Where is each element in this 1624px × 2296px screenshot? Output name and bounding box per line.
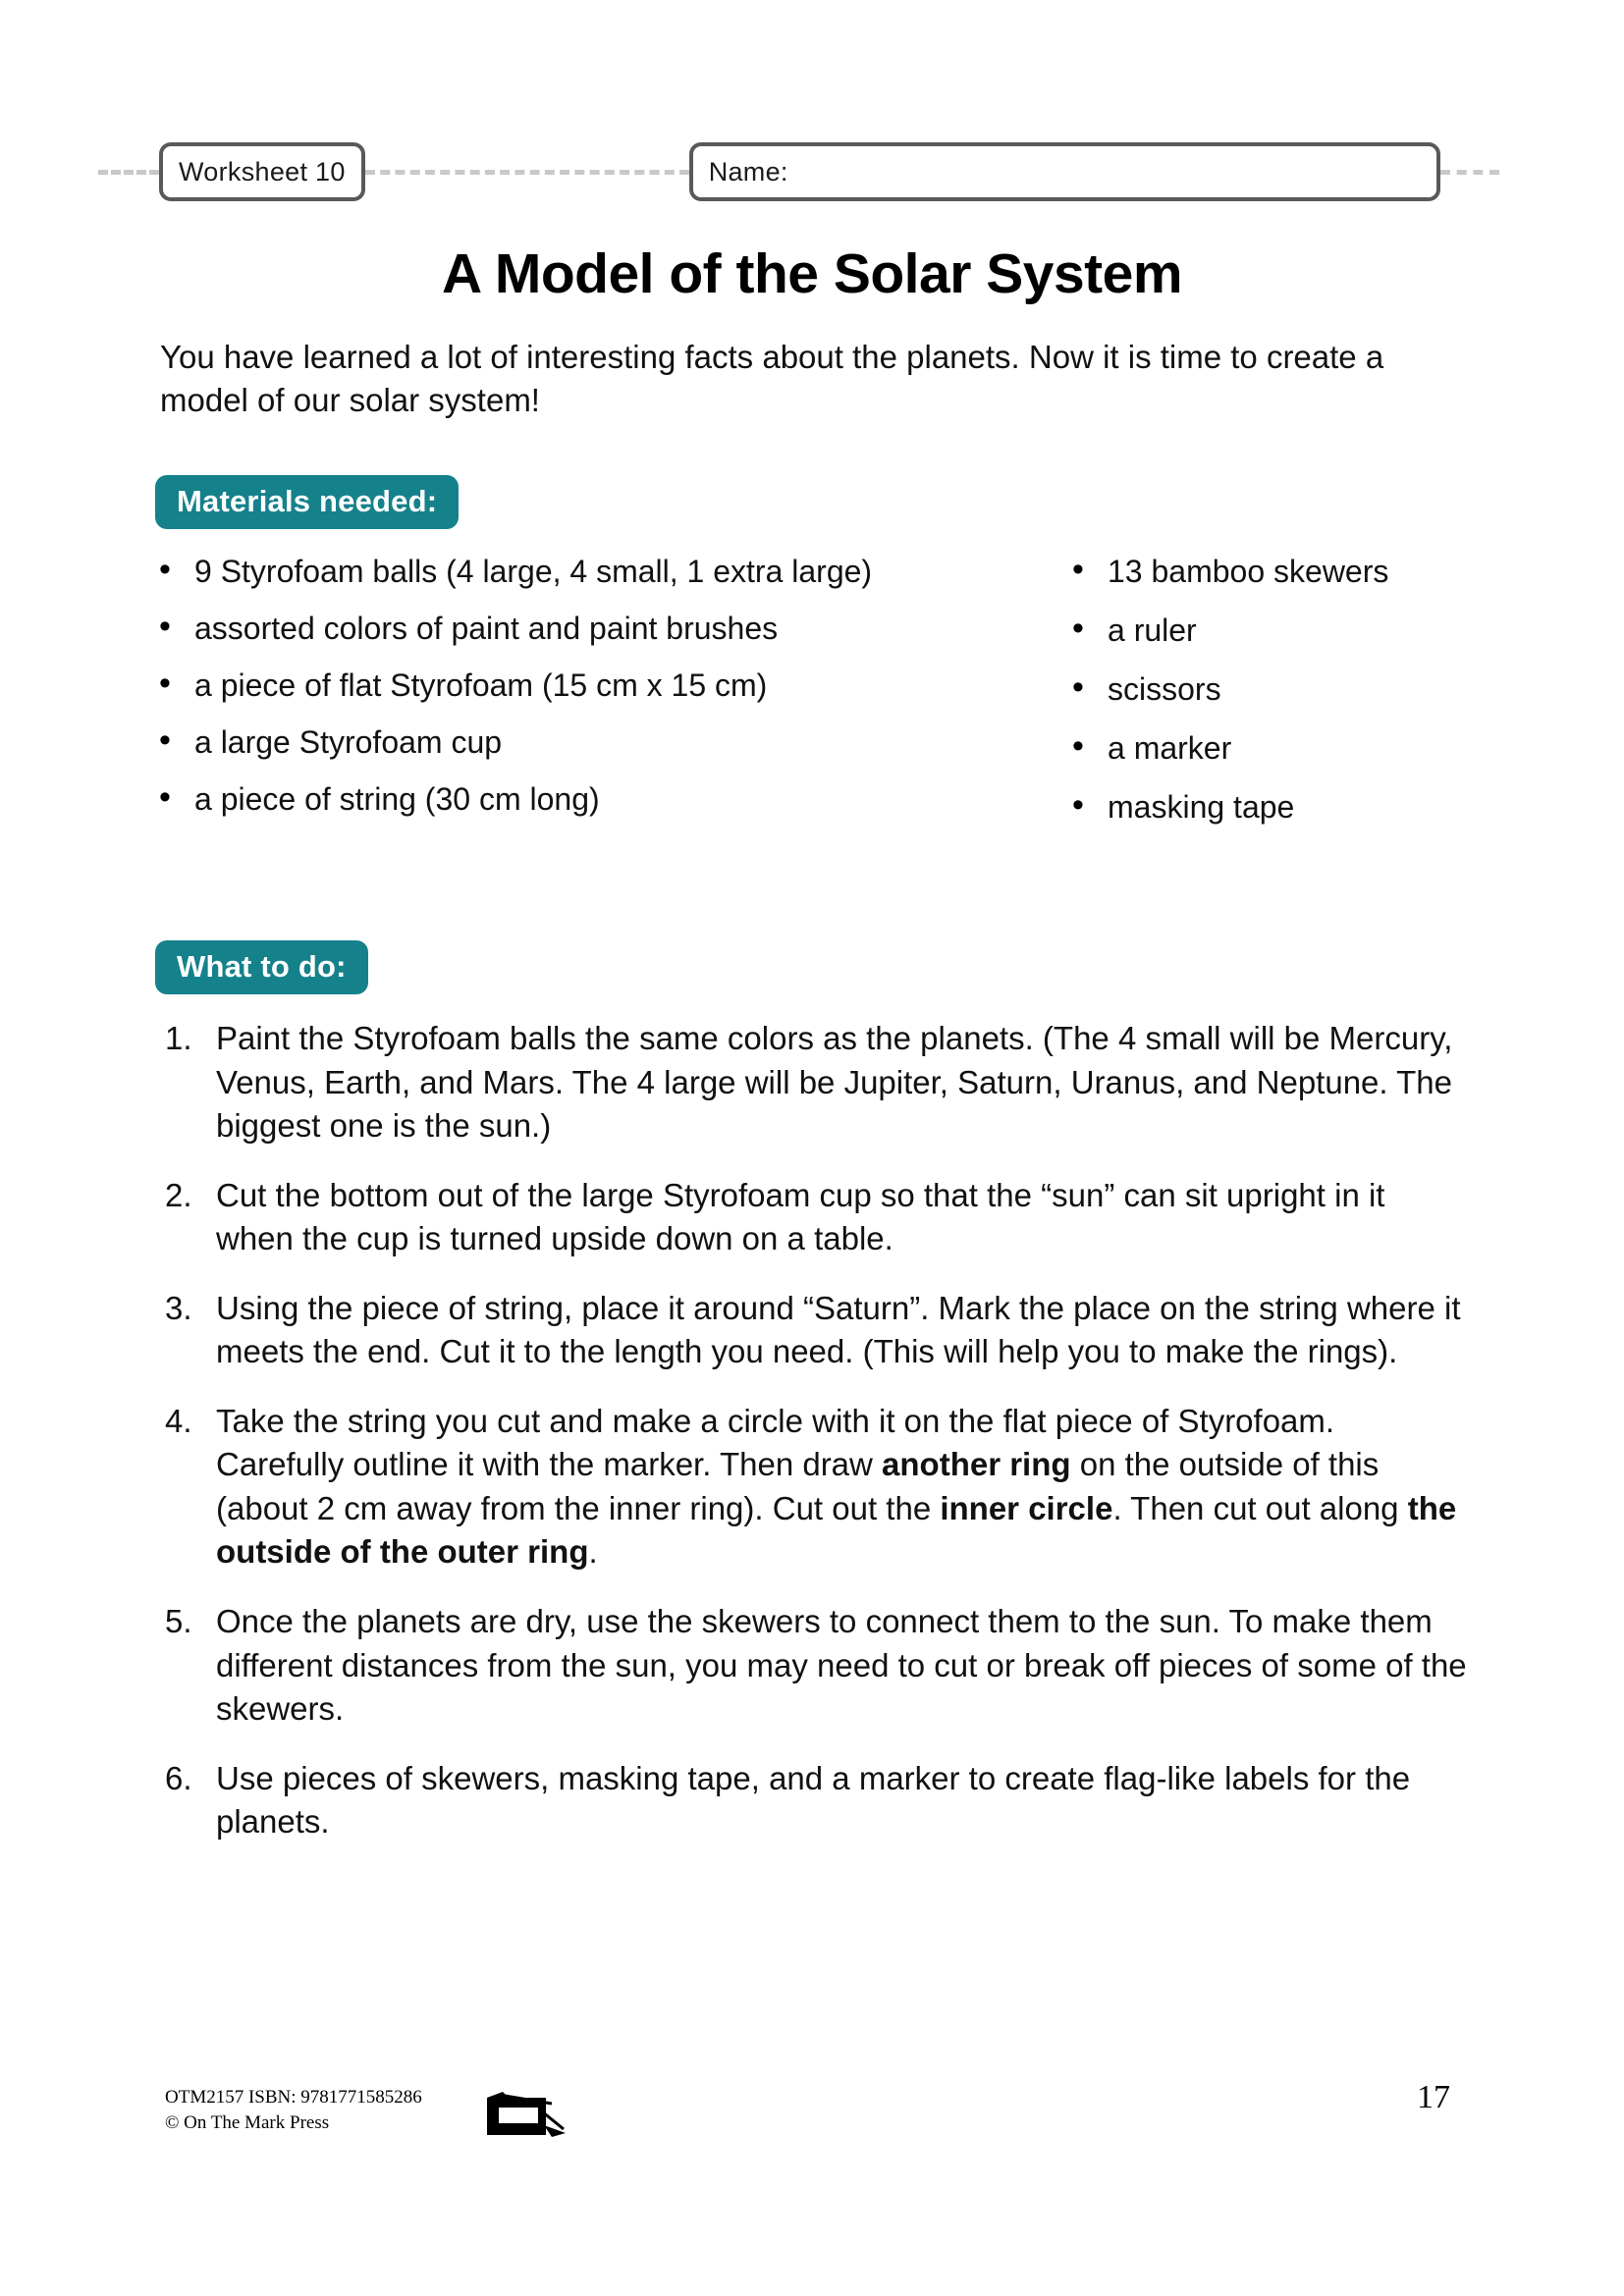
- list-item: • a large Styrofoam cup: [147, 722, 1060, 763]
- list-item: • a piece of string (30 cm long): [147, 779, 1060, 820]
- what-to-do-badge: What to do:: [155, 940, 368, 994]
- header-dash-left: [98, 170, 159, 175]
- step-item: Cut the bottom out of the large Styrofoam cup so that the “sun” can sit upright in it when the cup is turned upside down on a table.: [216, 1176, 1385, 1257]
- materials-column-right: [1060, 552, 1483, 846]
- list-item: • a ruler: [1060, 611, 1483, 651]
- footer-copyright-line: © On The Mark Press: [165, 2111, 330, 2133]
- header-dash-middle: [365, 170, 689, 175]
- list-item: • a piece of flat Styrofoam (15 cm x 15 cm): [147, 666, 1060, 706]
- worksheet-number-label: Worksheet 10: [179, 156, 346, 187]
- worksheet-number-box: [159, 142, 365, 201]
- list-item: • a marker: [1060, 728, 1483, 769]
- header-dash-right: [1440, 170, 1499, 175]
- page-number: 17: [1417, 2079, 1450, 2115]
- materials-column-left: [147, 552, 1060, 846]
- list-item: • 13 bamboo skewers: [1060, 552, 1483, 592]
- step-item: Use pieces of skewers, masking tape, and a marker to create flag-like labels for the planets.: [216, 1759, 1411, 1841]
- page-title: A Model of the Solar System: [441, 242, 1183, 305]
- materials-list: [147, 552, 1483, 846]
- intro-paragraph: You have learned a lot of interesting facts about the planets. Now it is time to create a model of our solar system!: [160, 339, 1384, 418]
- name-field-box[interactable]: [689, 142, 1440, 201]
- footer-code-line: OTM2157 ISBN: 9781771585286: [165, 2087, 422, 2108]
- instruction-steps: [165, 1017, 1471, 1870]
- step-item: Paint the Styrofoam balls the same colors as the planets. (The 4 small will be Mercury, Venus, Earth, and Mars. The 4 large will be Jupiter, Saturn, Uranus, and Neptune. The biggest one is the sun.): [216, 1020, 1453, 1145]
- list-item: • masking tape: [1060, 787, 1483, 828]
- list-item: • assorted colors of paint and paint brushes: [147, 609, 1060, 649]
- step-item: Take the string you cut and make a circle with it on the flat piece of Styrofoam. Carefully outline it with the marker. Then draw another ring on the outside of this (about 2 cm away from the inner ring). Cut out the inner circle. Then cut out along the outside of the outer ring.: [216, 1402, 1457, 1571]
- worksheet-header: [0, 139, 1624, 204]
- step-item: Using the piece of string, place it around “Saturn”. Mark the place on the string where it meets the end. Cut it to the length you need. (This will help you to make the rings).: [216, 1289, 1461, 1370]
- name-field-label: Name:: [708, 156, 788, 187]
- step-item: Once the planets are dry, use the skewers to connect them to the sun. To make them different distances from the sun, you may need to cut or break off pieces of some of the skewers.: [216, 1603, 1467, 1728]
- materials-needed-badge: Materials needed:: [155, 475, 459, 529]
- footer-imprint: [165, 2085, 422, 2135]
- on-the-mark-press-logo-icon: [479, 2082, 577, 2145]
- list-item: • scissors: [1060, 669, 1483, 710]
- list-item: • 9 Styrofoam balls (4 large, 4 small, 1 extra large): [147, 552, 1060, 592]
